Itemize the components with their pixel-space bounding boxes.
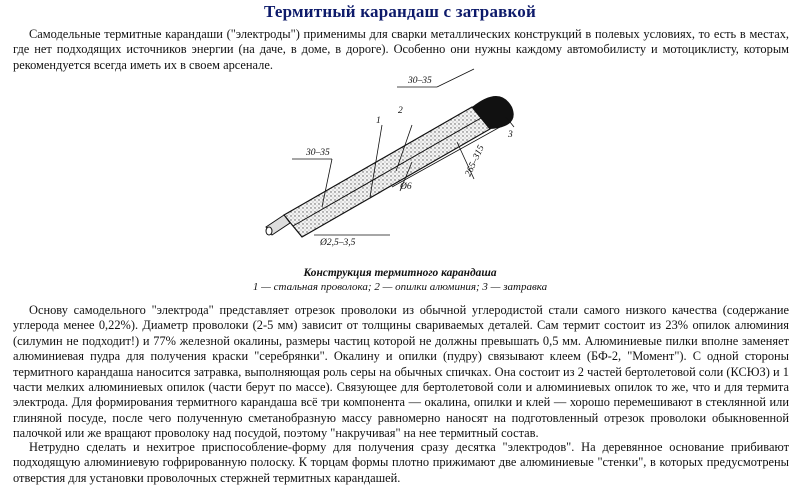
paragraph-intro: Самодельные термитные карандаши ("электроды") применимы для сварки металлических конструкций в полевых условиях, то есть в местах, где нет подходящих источников энергии (на даче, в доме, в дороге). Особенно они нужны каждому автомобилисту и мотоциклисту, которым рекомендуется всегда иметь их в своем арсенале. [13, 27, 789, 72]
figure-caption-title: Конструкция термитного карандаша [303, 267, 497, 279]
page-title: Термитный карандаш с затравкой [263, 2, 536, 21]
label-callout-3: 3 [508, 130, 513, 140]
paragraph-form: Нетрудно сделать и нехитрое приспособление-форму для получения сразу десятка "электродов". На деревянное основание прибивают подходящую алюминиевую гофрированную полоску. К торцам формы плотно прижимают две алюминиевые "стенки", в которых предусмотрены отверстия для установки проволочных стержней термитных карандашей. [13, 440, 789, 485]
label-callout-2: 2 [398, 106, 403, 116]
figure-caption-legend: 1 — стальная проволока; 2 — опилки алюминия; 3 — затравка [252, 281, 548, 293]
label-dia-6: Ø6 [400, 182, 412, 192]
rod-body [284, 107, 490, 237]
steel-wire [266, 215, 290, 235]
label-dia-wire: Ø2,5–3,5 [320, 238, 356, 248]
label-dim-top: 30–35 [408, 76, 432, 86]
paragraph-basis: Основу самодельного "электрода" представляет отрезок проволоки из обычной углеродистой стали самого низкого качества (содержание углерода менее 0,22%). Диаметр проволоки (2-5 мм) зависит от толщины свариваемых деталей. Сам термит состоит из 23% опилок алюминия (силумин не подходит!) и 77% железной окалины, размеры частиц которой не должны превышать 0,5 мм. Алюминиевые пилки вполне заменяет алюминиевая пудра для получения краски "серебрянки". Окалину и опилки (пудру) связывают клеем (БФ-2, "Момент"). С одной стороны термитного карандаша наносится затравка, выполняющая роль серы на обычных спичках. Она состоит из 2 частей бертолетовой соли (КСЮЗ) и 1 части мелких алюминиевых опилок (части берут по массе). Связующее для бертолетовой соли и алюминиевых опилок то же, что и для термита электрода. Для формирования термитного карандаша всё три компонента — окалина, опилки и клей — хорошо перемешивают в стеклянной или глиняной посуде, после чего полученную сметанобразную массу равномерно наносят на подготовленный отрезок проволоки обыкновенной палочкой или же вращают проволоку над посудой, поэтому "накручивая" на нее термитный состав. [13, 303, 789, 441]
label-dim-left: 30–35 [306, 148, 330, 158]
pencil-diagram [262, 67, 552, 267]
label-length: 265–315 [463, 143, 487, 179]
label-callout-1: 1 [376, 116, 381, 126]
